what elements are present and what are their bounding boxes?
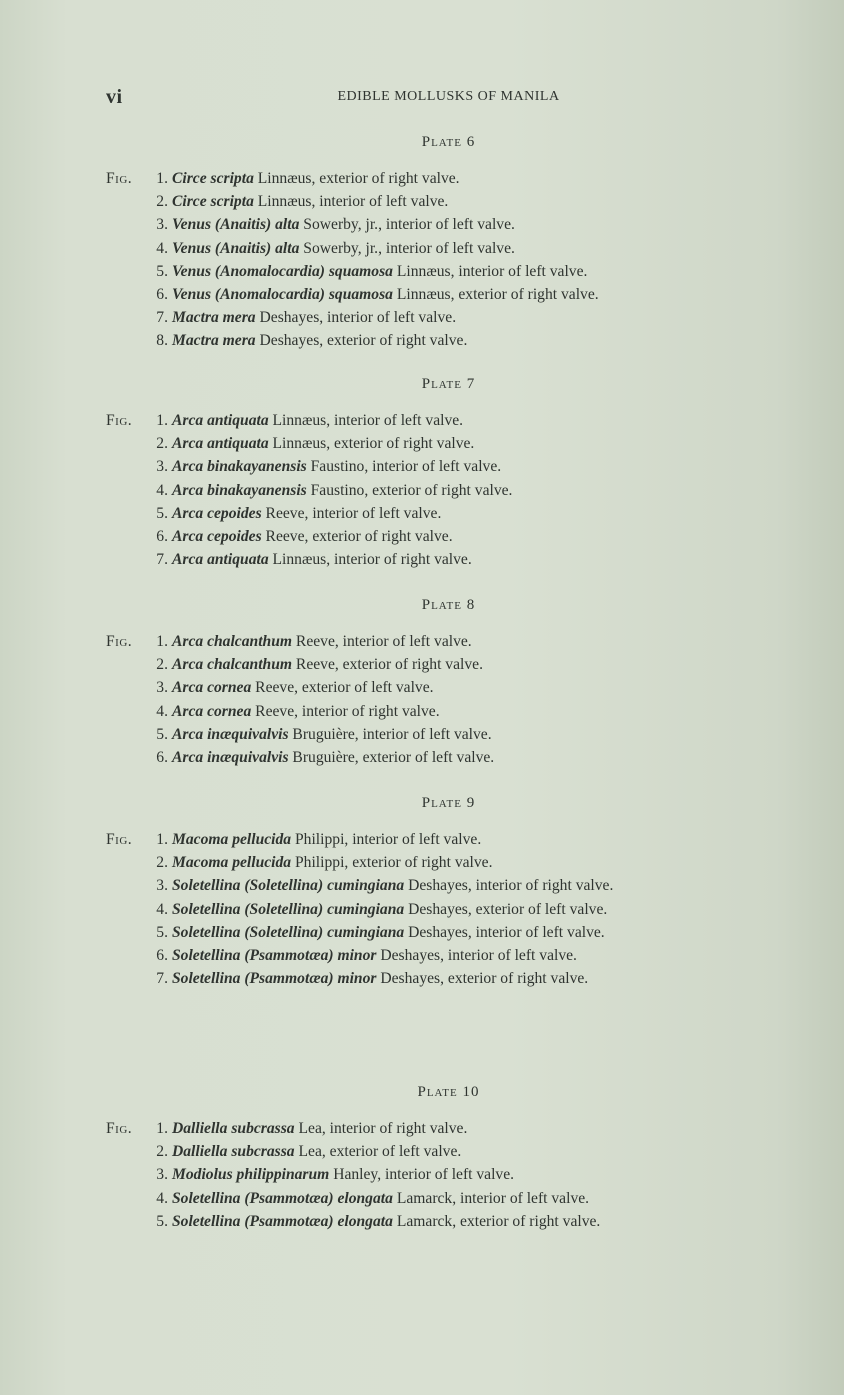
species-name: Soletellina (Psammotæa) minor [172, 970, 377, 988]
species-name: Arca chalcanthum [172, 656, 293, 674]
figure-description: Lamarck, interior of left valve. [392, 1189, 590, 1207]
figure-entry [106, 548, 791, 571]
figure-description: Bruguière, exterior of left valve. [288, 749, 495, 767]
figure-entry [106, 479, 791, 502]
figure-description: Lea, interior of right valve. [294, 1120, 468, 1137]
figure-entry [106, 921, 791, 944]
figure-list [106, 409, 791, 571]
species-name: Arca antiquata [172, 412, 269, 429]
plate-title: Plate 10 [417, 1084, 480, 1100]
species-name: Arca cornea [172, 702, 252, 720]
figure-entry [106, 851, 791, 874]
figure-entry [106, 329, 791, 352]
figure-number: 5. [156, 504, 168, 522]
species-name: Venus (Anaitis) alta [172, 239, 300, 257]
species-name: Soletellina (Soletellina) cumingiana [172, 877, 405, 895]
figure-entry [106, 676, 791, 699]
species-name: Arca inæquivalvis [172, 749, 289, 767]
plate-section-10 [106, 1081, 791, 1233]
species-name: Dalliella subcrassa [172, 1120, 295, 1137]
figure-number: 1. [156, 170, 168, 187]
figure-description: Linnæus, interior of left valve. [253, 193, 449, 211]
figure-description: Sowerby, jr., interior of left valve. [299, 239, 515, 257]
species-name: Soletellina (Psammotæa) elongata [172, 1212, 393, 1230]
fig-label: Fig. [106, 412, 133, 429]
figure-entry [106, 1163, 791, 1186]
figure-description: Philippi, interior of left valve. [291, 831, 482, 848]
figure-number: 1. [156, 1120, 168, 1137]
figure-entry [106, 432, 791, 455]
species-name: Arca cepoides [172, 504, 262, 522]
species-name: Arca antiquata [172, 551, 269, 569]
figure-entry [106, 828, 791, 851]
species-name: Venus (Anomalocardia) squamosa [172, 286, 393, 304]
figure-description: Linnæus, exterior of right valve. [392, 286, 599, 304]
figure-entry [106, 525, 791, 548]
figure-number: 2. [156, 193, 168, 211]
figure-number: 2. [156, 854, 168, 872]
figure-number: 3. [156, 458, 168, 476]
plate-section-7 [106, 373, 791, 571]
species-name: Mactra mera [172, 309, 256, 327]
figure-description: Philippi, exterior of right valve. [291, 854, 493, 872]
figure-entry [106, 967, 791, 990]
figure-description: Linnæus, exterior of right valve. [253, 170, 460, 187]
species-name: Modiolus philippinarum [172, 1166, 330, 1184]
figure-description: Reeve, interior of left valve. [261, 504, 442, 522]
species-name: Arca binakayanensis [172, 481, 307, 499]
species-name: Soletellina (Psammotæa) elongata [172, 1189, 393, 1207]
figure-description: Lamarck, exterior of right valve. [392, 1212, 601, 1230]
figure-description: Deshayes, interior of left valve. [376, 947, 577, 965]
figure-description: Deshayes, interior of left valve. [255, 309, 457, 327]
figure-number: 5. [156, 1212, 168, 1230]
figure-number: 3. [156, 216, 168, 234]
figure-number: 5. [156, 262, 168, 280]
species-name: Soletellina (Soletellina) cumingiana [172, 923, 405, 941]
figure-description: Faustino, interior of left valve. [306, 458, 502, 476]
species-name: Arca cornea [172, 679, 252, 697]
fig-label: Fig. [106, 170, 133, 187]
figure-entry [106, 653, 791, 676]
figure-entry [106, 1117, 791, 1140]
fig-label: Fig. [106, 1120, 133, 1137]
figure-entry [106, 455, 791, 478]
figure-entry [106, 723, 791, 746]
species-name: Dalliella subcrassa [172, 1143, 295, 1161]
figure-entry [106, 874, 791, 897]
plate-section-6 [106, 131, 791, 353]
species-name: Soletellina (Soletellina) cumingiana [172, 900, 405, 918]
figure-description: Linnæus, interior of left valve. [268, 412, 464, 429]
species-name: Mactra mera [172, 332, 256, 350]
figure-entry [106, 283, 791, 306]
figure-description: Reeve, interior of right valve. [251, 702, 440, 720]
figure-number: 2. [156, 435, 168, 453]
figure-description: Reeve, exterior of left valve. [251, 679, 434, 697]
figure-description: Bruguière, interior of left valve. [288, 725, 492, 743]
figure-number: 4. [156, 239, 168, 257]
figure-description: Reeve, exterior of right valve. [261, 528, 453, 546]
figure-number: 2. [156, 656, 168, 674]
plate-title: Plate 6 [421, 134, 476, 150]
running-head [106, 86, 791, 110]
species-name: Macoma pellucida [172, 854, 292, 872]
figure-list [106, 630, 791, 769]
figure-number: 1. [156, 633, 168, 650]
figure-description: Deshayes, exterior of left valve. [404, 900, 608, 918]
figure-number: 3. [156, 1166, 168, 1184]
figure-number: 4. [156, 481, 168, 499]
figure-number: 7. [156, 970, 168, 988]
figure-number: 1. [156, 831, 168, 848]
plate-title: Plate 7 [421, 376, 476, 392]
figure-entry [106, 167, 791, 190]
species-name: Arca antiquata [172, 435, 269, 453]
running-title: EDIBLE MOLLUSKS OF MANILA [337, 89, 560, 104]
figure-number: 7. [156, 309, 168, 327]
figure-number: 1. [156, 412, 168, 429]
figure-number: 6. [156, 286, 168, 304]
figure-number: 4. [156, 900, 168, 918]
figure-entry [106, 630, 791, 653]
figure-entry [106, 898, 791, 921]
species-name: Macoma pellucida [172, 831, 292, 848]
species-name: Arca binakayanensis [172, 458, 307, 476]
figure-number: 4. [156, 1189, 168, 1207]
species-name: Circe scripta [172, 193, 254, 211]
figure-list [106, 1117, 791, 1233]
page-folio: vi [106, 86, 123, 108]
figure-entry [106, 1210, 791, 1233]
figure-entry [106, 502, 791, 525]
species-name: Arca chalcanthum [172, 633, 293, 650]
figure-entry [106, 237, 791, 260]
figure-description: Linnæus, interior of right valve. [268, 551, 472, 569]
figure-description: Deshayes, interior of right valve. [404, 877, 614, 895]
figure-number: 3. [156, 877, 168, 895]
figure-number: 4. [156, 702, 168, 720]
figure-entry [106, 306, 791, 329]
species-name: Venus (Anaitis) alta [172, 216, 300, 234]
figure-number: 7. [156, 551, 168, 569]
figure-number: 6. [156, 947, 168, 965]
plate-title: Plate 8 [421, 597, 476, 613]
figure-number: 6. [156, 749, 168, 767]
figure-number: 3. [156, 679, 168, 697]
figure-entry [106, 746, 791, 769]
fig-label: Fig. [106, 633, 133, 650]
plate-section-8 [106, 594, 791, 769]
figure-description: Hanley, interior of left valve. [329, 1166, 515, 1184]
figure-entry [106, 260, 791, 283]
figure-entry [106, 409, 791, 432]
figure-description: Lea, exterior of left valve. [294, 1143, 462, 1161]
figure-number: 5. [156, 725, 168, 743]
figure-description: Faustino, exterior of right valve. [306, 481, 513, 499]
figure-entry [106, 1140, 791, 1163]
figure-description: Linnæus, exterior of right valve. [268, 435, 475, 453]
species-name: Arca cepoides [172, 528, 262, 546]
figure-number: 6. [156, 528, 168, 546]
species-name: Arca inæquivalvis [172, 725, 289, 743]
figure-number: 5. [156, 923, 168, 941]
figure-entry [106, 700, 791, 723]
fig-label: Fig. [106, 831, 133, 848]
figure-number: 2. [156, 1143, 168, 1161]
figure-description: Reeve, exterior of right valve. [292, 656, 483, 674]
figure-description: Sowerby, jr., interior of left valve. [299, 216, 515, 234]
figure-description: Deshayes, exterior of right valve. [255, 332, 468, 350]
figure-list [106, 828, 791, 990]
figure-description: Deshayes, exterior of right valve. [376, 970, 589, 988]
plate-title: Plate 9 [421, 795, 476, 811]
figure-number: 8. [156, 332, 168, 350]
plate-section-9 [106, 792, 791, 990]
species-name: Soletellina (Psammotæa) minor [172, 947, 377, 965]
figure-list [106, 167, 791, 353]
figure-entry [106, 1187, 791, 1210]
species-name: Circe scripta [172, 170, 254, 187]
species-name: Venus (Anomalocardia) squamosa [172, 262, 393, 280]
figure-description: Linnæus, interior of left valve. [392, 262, 588, 280]
figure-description: Deshayes, interior of left valve. [404, 923, 605, 941]
figure-description: Reeve, interior of left valve. [292, 633, 472, 650]
figure-entry [106, 944, 791, 967]
figure-entry [106, 190, 791, 213]
figure-entry [106, 213, 791, 236]
